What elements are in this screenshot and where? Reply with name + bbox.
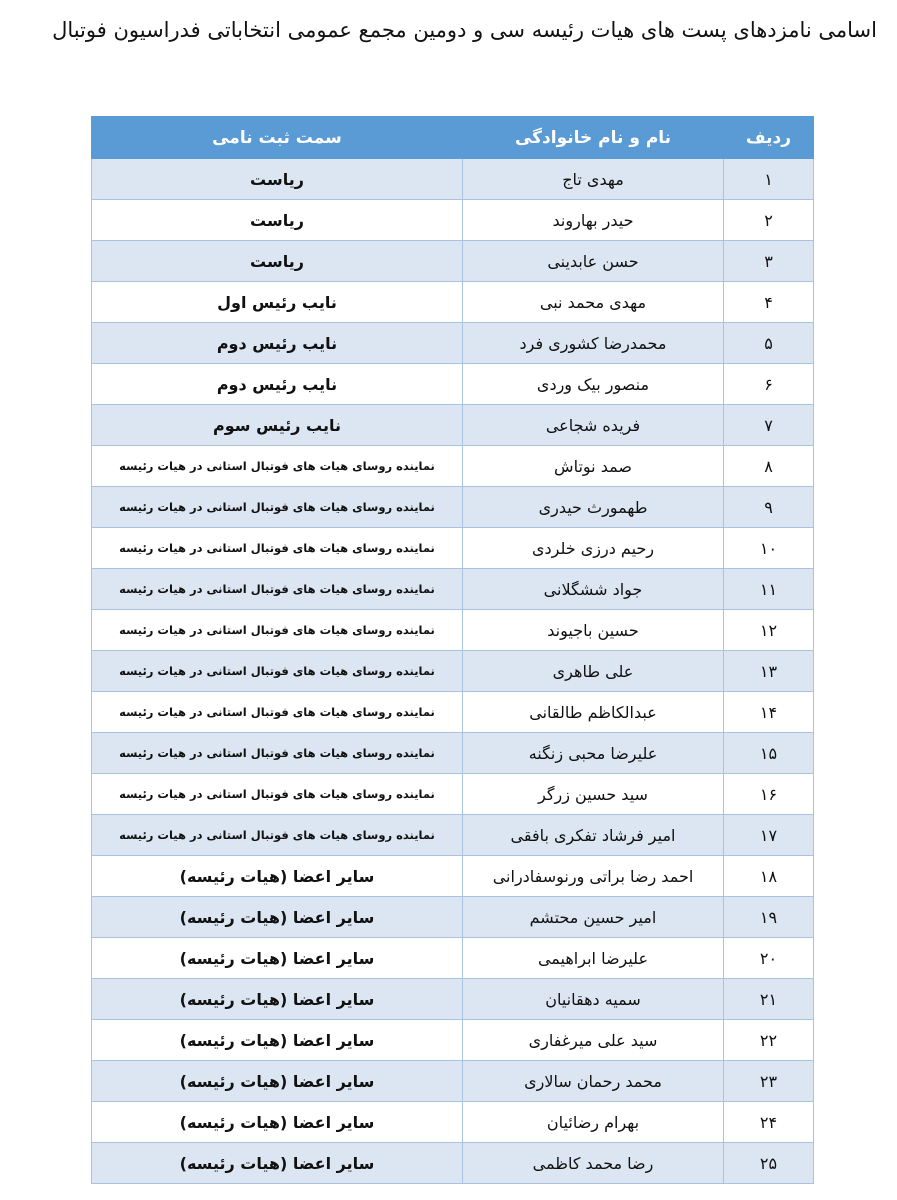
- table-row: [92, 979, 814, 1020]
- row-index: ۱۴: [724, 692, 814, 733]
- candidate-name: بهرام رضائیان: [463, 1102, 724, 1143]
- registered-position: نماینده روسای هیات های فوتبال استانی در هیات رئیسه: [92, 610, 463, 651]
- registered-position: سایر اعضا (هیات رئیسه): [92, 1020, 463, 1061]
- registered-position: نماینده روسای هیات های فوتبال استانی در هیات رئیسه: [92, 733, 463, 774]
- registered-position: سایر اعضا (هیات رئیسه): [92, 856, 463, 897]
- row-index: ۲۵: [724, 1143, 814, 1184]
- table-row: [92, 938, 814, 979]
- candidate-name: امیر حسین محتشم: [463, 897, 724, 938]
- table-row: [92, 815, 814, 856]
- candidate-name: علیرضا ابراهیمی: [463, 938, 724, 979]
- candidate-name: جواد ششگلانی: [463, 569, 724, 610]
- header-name: نام و نام خانوادگی: [463, 117, 724, 159]
- registered-position: نایب رئیس دوم: [92, 323, 463, 364]
- row-index: ۲۴: [724, 1102, 814, 1143]
- candidate-name: فریده شجاعی: [463, 405, 724, 446]
- registered-position: سایر اعضا (هیات رئیسه): [92, 897, 463, 938]
- row-index: ۱۶: [724, 774, 814, 815]
- candidate-name: منصور بیک وردی: [463, 364, 724, 405]
- header-index: ردیف: [724, 117, 814, 159]
- table-row: [92, 446, 814, 487]
- table-row: [92, 1061, 814, 1102]
- registered-position: نماینده روسای هیات های فوتبال استانی در هیات رئیسه: [92, 446, 463, 487]
- candidate-name: حسن عابدینی: [463, 241, 724, 282]
- registered-position: نماینده روسای هیات های فوتبال استانی در هیات رئیسه: [92, 815, 463, 856]
- registered-position: سایر اعضا (هیات رئیسه): [92, 1061, 463, 1102]
- table-row: [92, 405, 814, 446]
- candidate-name: علیرضا محبی زنگنه: [463, 733, 724, 774]
- table-row: [92, 364, 814, 405]
- candidate-name: سید حسین زرگر: [463, 774, 724, 815]
- row-index: ۱۵: [724, 733, 814, 774]
- candidate-name: حسین باجیوند: [463, 610, 724, 651]
- row-index: ۲۳: [724, 1061, 814, 1102]
- row-index: ۱۹: [724, 897, 814, 938]
- registered-position: ریاست: [92, 241, 463, 282]
- candidate-name: طهمورث حیدری: [463, 487, 724, 528]
- registered-position: نماینده روسای هیات های فوتبال استانی در هیات رئیسه: [92, 528, 463, 569]
- table-row: [92, 323, 814, 364]
- registered-position: سایر اعضا (هیات رئیسه): [92, 1102, 463, 1143]
- candidate-name: حیدر بهاروند: [463, 200, 724, 241]
- row-index: ۶: [724, 364, 814, 405]
- table-row: [92, 733, 814, 774]
- table-header-row: [92, 117, 814, 159]
- candidates-table: [91, 116, 814, 1184]
- registered-position: نماینده روسای هیات های فوتبال استانی در هیات رئیسه: [92, 774, 463, 815]
- row-index: ۱۱: [724, 569, 814, 610]
- header-position: سمت ثبت نامی: [92, 117, 463, 159]
- row-index: ۲۲: [724, 1020, 814, 1061]
- row-index: ۴: [724, 282, 814, 323]
- candidate-name: مهدی تاج: [463, 159, 724, 200]
- registered-position: سایر اعضا (هیات رئیسه): [92, 1143, 463, 1184]
- row-index: ۷: [724, 405, 814, 446]
- candidate-name: احمد رضا براتی ورنوسفادرانی: [463, 856, 724, 897]
- candidate-name: سمیه دهقانیان: [463, 979, 724, 1020]
- candidate-name: مهدی محمد نبی: [463, 282, 724, 323]
- table-row: [92, 692, 814, 733]
- registered-position: نماینده روسای هیات های فوتبال استانی در هیات رئیسه: [92, 651, 463, 692]
- row-index: ۲: [724, 200, 814, 241]
- table-row: [92, 159, 814, 200]
- row-index: ۵: [724, 323, 814, 364]
- candidate-name: صمد نوتاش: [463, 446, 724, 487]
- page-title: اسامی نامزدهای پست های هیات رئیسه سی و دومین مجمع عمومی انتخاباتی فدراسیون فوتبال: [52, 18, 877, 42]
- registered-position: نایب رئیس دوم: [92, 364, 463, 405]
- row-index: ۱۷: [724, 815, 814, 856]
- table-row: [92, 200, 814, 241]
- table-row: [92, 651, 814, 692]
- candidate-name: علی طاهری: [463, 651, 724, 692]
- row-index: ۲۰: [724, 938, 814, 979]
- registered-position: ریاست: [92, 200, 463, 241]
- candidate-name: محمدرضا کشوری فرد: [463, 323, 724, 364]
- candidate-name: رحیم درزی خلردی: [463, 528, 724, 569]
- registered-position: نایب رئیس سوم: [92, 405, 463, 446]
- row-index: ۲۱: [724, 979, 814, 1020]
- table-row: [92, 569, 814, 610]
- registered-position: ریاست: [92, 159, 463, 200]
- table-row: [92, 610, 814, 651]
- table-row: [92, 487, 814, 528]
- registered-position: سایر اعضا (هیات رئیسه): [92, 938, 463, 979]
- row-index: ۸: [724, 446, 814, 487]
- registered-position: نماینده روسای هیات های فوتبال استانی در هیات رئیسه: [92, 692, 463, 733]
- candidate-name: عبدالکاظم طالقانی: [463, 692, 724, 733]
- row-index: ۹: [724, 487, 814, 528]
- registered-position: نماینده روسای هیات های فوتبال استانی در هیات رئیسه: [92, 487, 463, 528]
- table-row: [92, 241, 814, 282]
- registered-position: نایب رئیس اول: [92, 282, 463, 323]
- row-index: ۱۰: [724, 528, 814, 569]
- table-row: [92, 856, 814, 897]
- table-row: [92, 1143, 814, 1184]
- table-row: [92, 528, 814, 569]
- row-index: ۳: [724, 241, 814, 282]
- candidate-name: رضا محمد کاظمی: [463, 1143, 724, 1184]
- table-row: [92, 774, 814, 815]
- registered-position: نماینده روسای هیات های فوتبال استانی در هیات رئیسه: [92, 569, 463, 610]
- row-index: ۱: [724, 159, 814, 200]
- table-row: [92, 282, 814, 323]
- row-index: ۱۳: [724, 651, 814, 692]
- registered-position: سایر اعضا (هیات رئیسه): [92, 979, 463, 1020]
- row-index: ۱۲: [724, 610, 814, 651]
- candidate-name: محمد رحمان سالاری: [463, 1061, 724, 1102]
- row-index: ۱۸: [724, 856, 814, 897]
- candidate-name: امیر فرشاد تفکری بافقی: [463, 815, 724, 856]
- table-row: [92, 1102, 814, 1143]
- table-row: [92, 1020, 814, 1061]
- table-row: [92, 897, 814, 938]
- candidate-name: سید علی میرغفاری: [463, 1020, 724, 1061]
